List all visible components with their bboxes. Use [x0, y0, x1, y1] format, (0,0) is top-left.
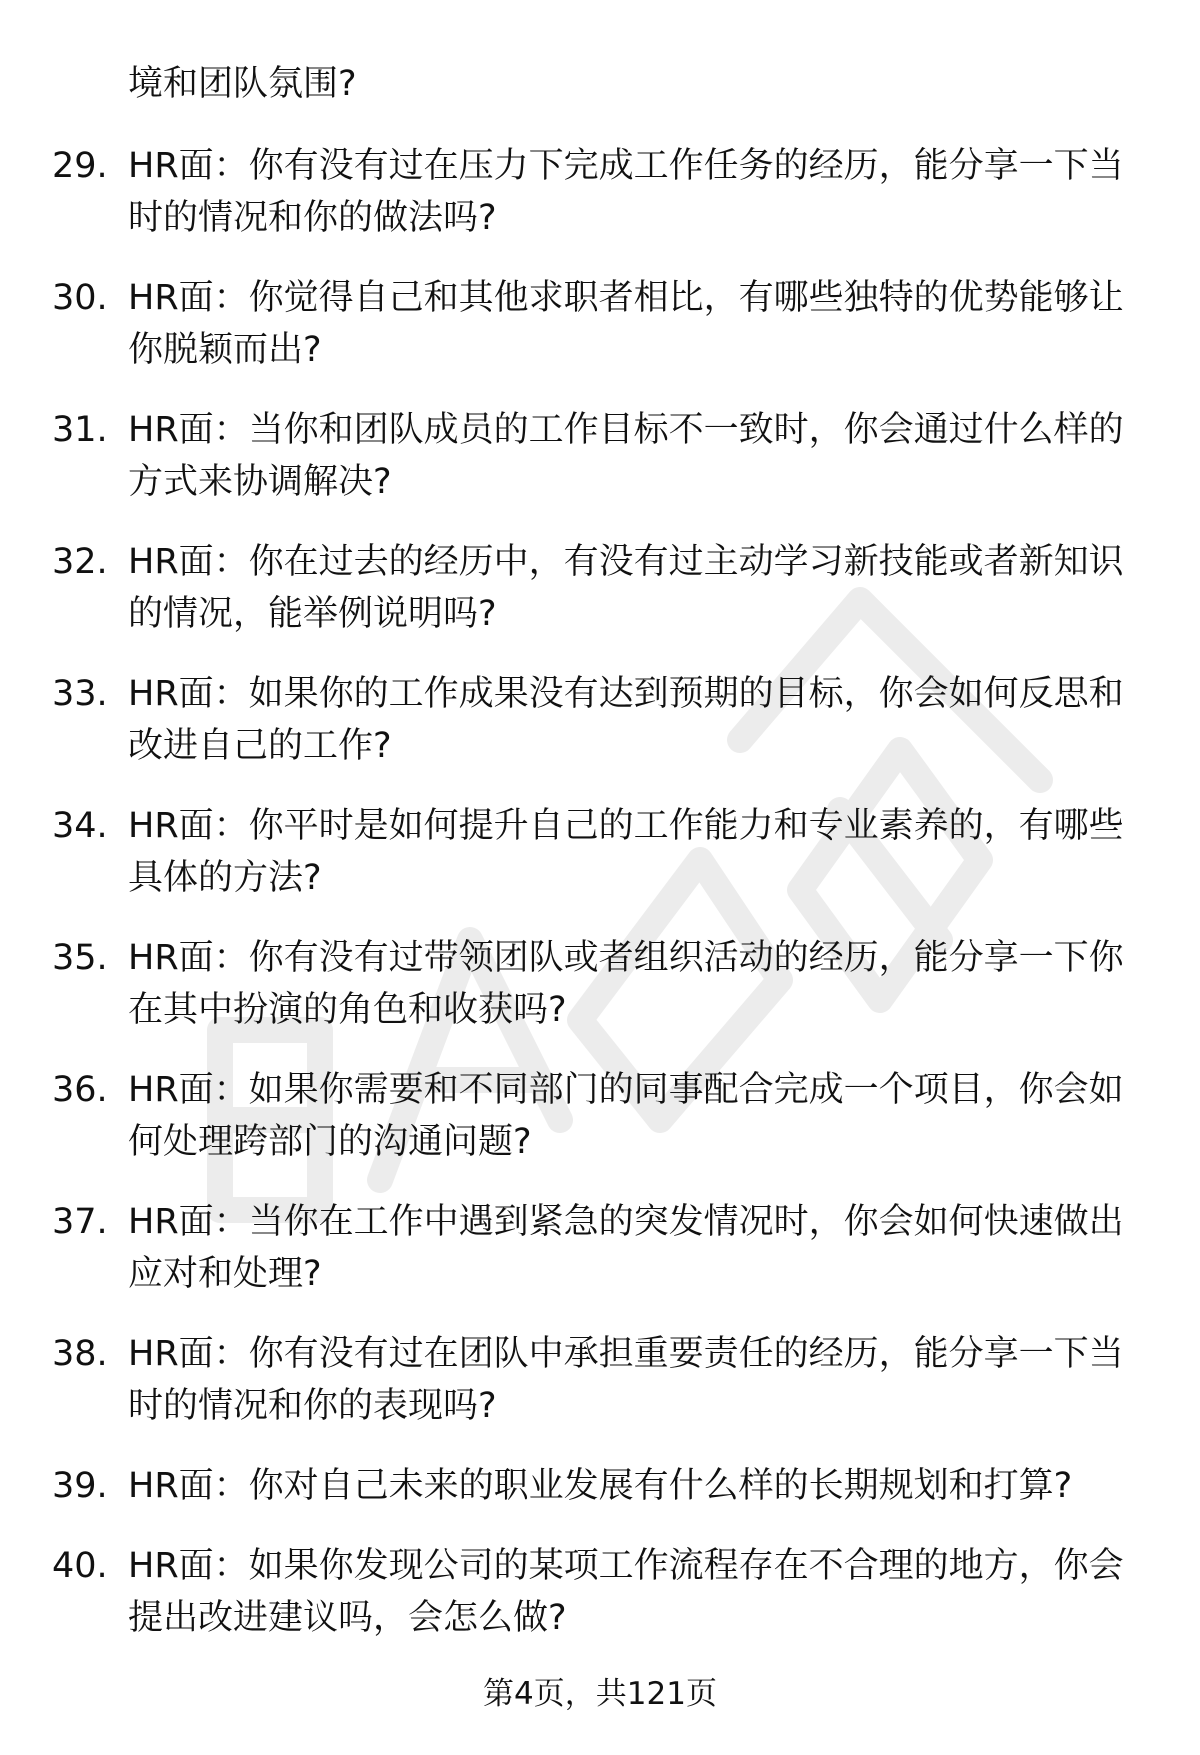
question-text: HR面：你在过去的经历中，有没有过主动学习新技能或者新知识的情况，能举例说明吗? [128, 542, 1124, 634]
continuation-text: 境和团队氛围? [128, 64, 357, 104]
question-number: 30. [52, 278, 108, 318]
page-footer: 第4页，共121页 [483, 1676, 717, 1712]
question-number: 35. [52, 938, 108, 978]
question-number: 32. [52, 542, 108, 582]
question-number: 40. [52, 1546, 108, 1586]
question-text: HR面：如果你发现公司的某项工作流程存在不合理的地方，你会提出改进建议吗，会怎么做? [128, 1546, 1124, 1638]
question-number: 34. [52, 806, 108, 846]
question-text: HR面：你觉得自己和其他求职者相比，有哪些独特的优势能够让你脱颖而出? [128, 278, 1124, 370]
question-text: HR面：你有没有过在压力下完成工作任务的经历，能分享一下当时的情况和你的做法吗? [128, 146, 1124, 238]
question-number: 39. [52, 1466, 108, 1506]
question-text: HR面：如果你的工作成果没有达到预期的目标，你会如何反思和改进自己的工作? [128, 674, 1124, 766]
question-text: HR面：你平时是如何提升自己的工作能力和专业素养的，有哪些具体的方法? [128, 806, 1124, 898]
question-text: HR面：当你在工作中遇到紧急的突发情况时，你会如何快速做出应对和处理? [128, 1202, 1124, 1294]
question-text: HR面：你对自己未来的职业发展有什么样的长期规划和打算? [128, 1466, 1073, 1506]
question-text: HR面：你有没有过在团队中承担重要责任的经历，能分享一下当时的情况和你的表现吗? [128, 1334, 1124, 1426]
question-number: 29. [52, 146, 108, 186]
question-text: HR面：如果你需要和不同部门的同事配合完成一个项目，你会如何处理跨部门的沟通问题? [128, 1070, 1124, 1162]
question-text: HR面：你有没有过带领团队或者组织活动的经历，能分享一下你在其中扮演的角色和收获吗? [128, 938, 1124, 1030]
question-number: 38. [52, 1334, 108, 1374]
question-number: 37. [52, 1202, 108, 1242]
question-number: 36. [52, 1070, 108, 1110]
question-number: 33. [52, 674, 108, 714]
question-text: HR面：当你和团队成员的工作目标不一致时，你会通过什么样的方式来协调解决? [128, 410, 1124, 502]
question-number: 31. [52, 410, 108, 450]
